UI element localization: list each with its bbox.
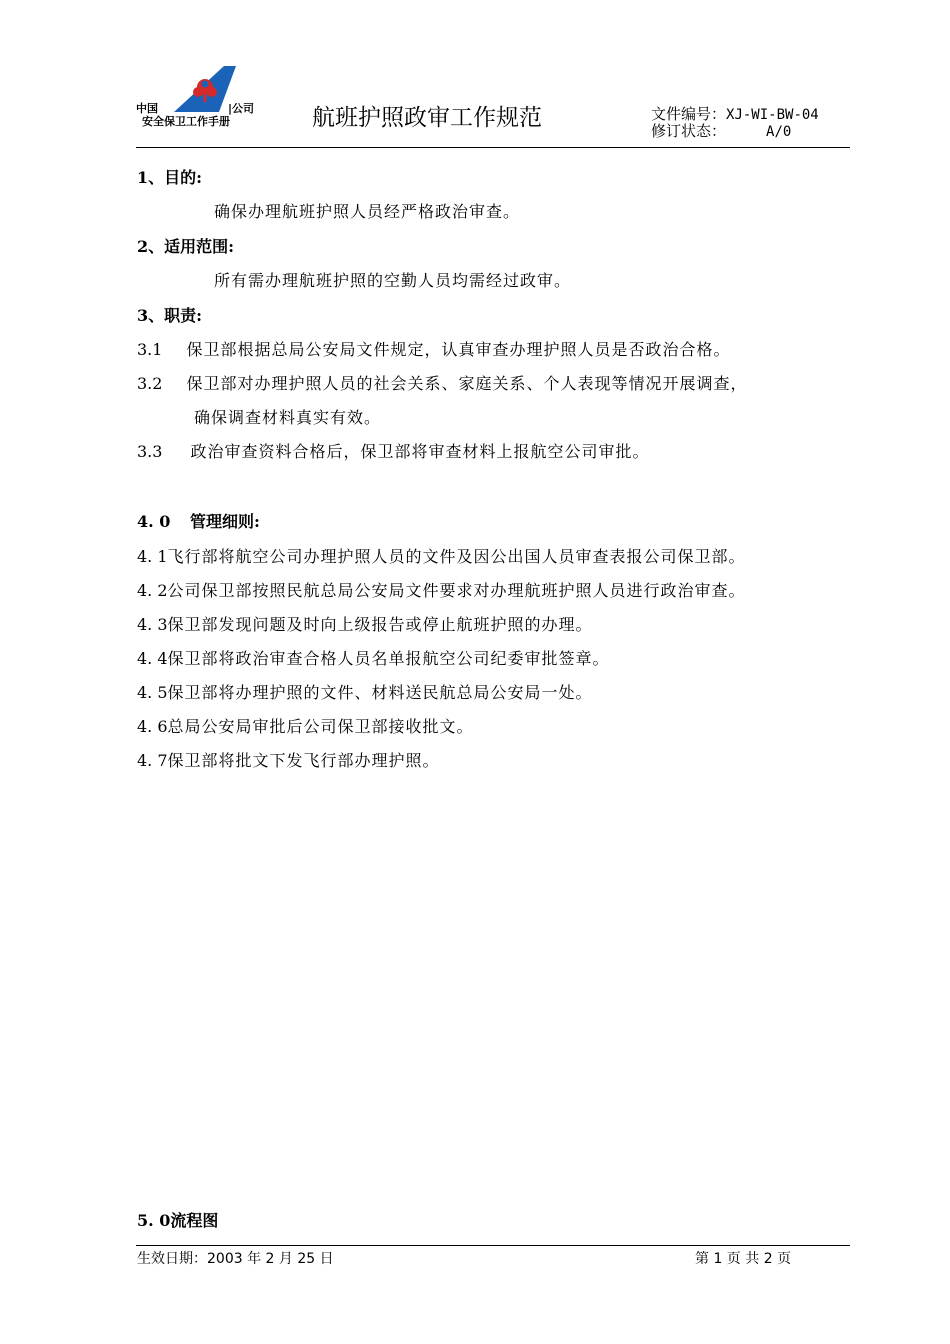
section-4-title: 管理细则: [189, 512, 260, 531]
section-4-heading [137, 509, 260, 532]
list-item [137, 646, 610, 669]
section-3-heading: 3、职责: [137, 306, 203, 325]
item-text: 保卫部根据总局公安局文件规定，认真审查办理护照人员是否政治合格。 [186, 340, 731, 359]
item-number: 4. 6 [137, 717, 168, 736]
section-5-heading: 5. 0流程图 [137, 1211, 219, 1230]
item-text: 飞行部将航空公司办理护照人员的文件及因公出国人员审查表报公司保卫部。 [167, 547, 746, 566]
item-text-continued: 确保调查材料真实有效。 [194, 408, 382, 427]
list-item [137, 371, 748, 394]
list-item [137, 612, 593, 635]
footer-divider [136, 1245, 850, 1246]
item-text: 保卫部发现问题及时向上级报告或停止航班护照的办理。 [167, 615, 593, 634]
item-number: 4. 1 [137, 547, 168, 566]
item-text: 保卫部将批文下发飞行部办理护照。 [167, 751, 440, 770]
item-number: 3.2 [137, 374, 163, 393]
section-2-text: 所有需办理航班护照的空勤人员均需经过政审。 [214, 271, 572, 290]
document-title: 航班护照政审工作规范 [312, 105, 542, 131]
item-number: 4. 7 [137, 751, 168, 770]
item-text: 总局公安局审批后公司保卫部接收批文。 [167, 717, 474, 736]
section-1-text: 确保办理航班护照人员经严格政治审查。 [214, 202, 521, 221]
item-text: 公司保卫部按照民航总局公安局文件要求对办理航班护照人员进行政治审查。 [167, 581, 746, 600]
section-4-number: 4. 0 [137, 512, 171, 531]
company-logo [136, 66, 261, 126]
list-item [137, 337, 731, 360]
list-item [137, 748, 440, 771]
item-number: 4. 4 [137, 649, 168, 668]
item-text: 保卫部将办理护照的文件、材料送民航总局公安局一处。 [167, 683, 593, 702]
page-info: 第 1 页 共 2 页 [695, 1251, 792, 1267]
list-item [137, 544, 746, 567]
doc-number-label: 文件编号： [651, 105, 727, 123]
item-text: 保卫部将政治审查合格人员名单报航空公司纪委审批签章。 [167, 649, 610, 668]
section-2-heading: 2、适用范围: [137, 237, 235, 256]
list-item [137, 680, 593, 703]
header-divider [136, 147, 850, 148]
item-number: 4. 5 [137, 683, 168, 702]
doc-number-value: XJ-WI-BW-04 [726, 107, 819, 123]
list-item [137, 714, 474, 737]
logo-text-right: |公司 [228, 102, 255, 115]
effective-date: 生效日期：2003 年 2 月 25 日 [137, 1251, 334, 1267]
revision-value: A/0 [766, 124, 792, 140]
item-number: 4. 2 [137, 581, 168, 600]
list-item [137, 578, 746, 601]
item-text: 政治审查资料合格后，保卫部将审查材料上报航空公司审批。 [190, 442, 650, 461]
item-number: 3.1 [137, 340, 163, 359]
item-number: 4. 3 [137, 615, 168, 634]
logo-text-left: 中国 [136, 102, 158, 115]
item-number: 3.3 [137, 442, 163, 461]
revision-label: 修订状态： [651, 122, 727, 140]
item-text: 保卫部对办理护照人员的社会关系、家庭关系、个人表现等情况开展调查， [186, 374, 748, 393]
logo-subtitle: 安全保卫工作手册 [142, 115, 230, 128]
kapok-tail-logo-icon [164, 66, 236, 112]
revision-status [651, 120, 791, 141]
list-item [137, 439, 650, 462]
section-1-heading: 1、目的: [137, 168, 203, 187]
